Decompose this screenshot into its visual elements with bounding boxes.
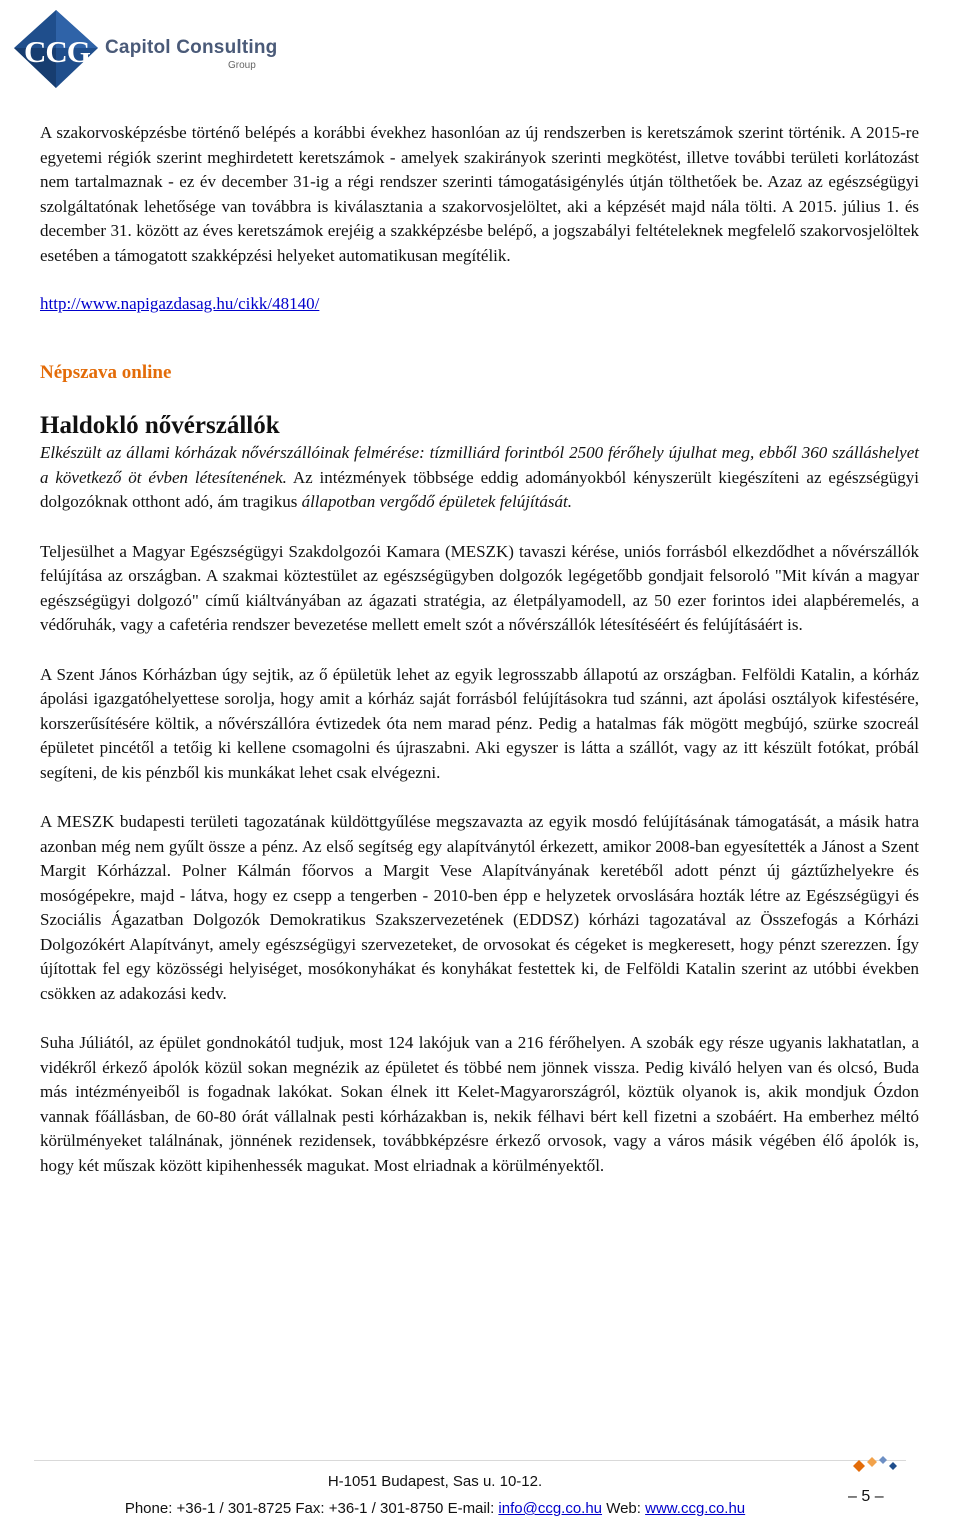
logo-group-label: Group bbox=[228, 60, 256, 71]
logo-company-name: Capitol Consulting bbox=[105, 37, 278, 58]
footer-web-link[interactable]: www.ccg.co.hu bbox=[645, 1500, 746, 1517]
article2-paragraph: Suha Júliától, az épület gondnokától tudjuk, most 124 lakójuk van a 216 férőhelyen. A szobák egy része ugyanis lakhatatlan, a vidékről érkező ápolók közül sokan megnézik az épületet és többé nem jönnek vissza. Pedig kiváló helyen van és olcsó, Buda más intézményeiből is fogadnak lakókat. Sokan élnek itt Kelet-Magyarországról, köztük olyanok is, akik mondjuk Ózdon vannak főállásban, de 60-80 órát vállalnak pesti kórházakban is, nekik félhavi bért kell fizetni a szobáért. Ha emberhez méltó körülményeket találnának, jönnének rezidensek, továbbképzésre érkező orvosok, vagy a város másik végében élő ápolók is, hogy két műszak között kipihenhessék magukat. Most elriadnak a körülményektől. bbox=[40, 1033, 919, 1175]
article2-paragraph: A MESZK budapesti területi tagozatának küldöttgyűlése megszavazta az egyik mosdó felújításának támogatását, a másik hatra azonban még nem gyűlt össze a pénz. Az első segítség egy alapítványtól érkezett, amikor 2008-ban egyesítették a Jánost a Szent Margit Kórházzal. Polner Kálmán főorvos a Margit Vese Alapítványának keretéből adott pénzt új gáztűzhelyekre és mosógépekre, majd - látva, hogy ez csepp a tengerben - 2010-ben épp e helyzetek orvoslására hozták létre az Egészségügyi és Szociális Ágazatban Dolgozók Demokratikus Szakszervezetének (EDDSZ) kórházi tagozatával az Összefogás a Kórházi Dolgozókért Alapítványt, amely egészségügyi szervezeteket, de orvosokat és cégeket is megkeresett, hogy pénzt szerezzen. Így újítottak fel egy közösségi helyiséget, mosókonyhákat és konyhákat festettek ki, de Felföldi Katalin szerint az utóbbi években csökken az adakozási kedv. bbox=[40, 812, 919, 1003]
article1-paragraph: A szakorvosképzésbe történő belépés a korábbi évekhez hasonlóan az új rendszerben is keretszámok szerint történik. A 2015-re egyetemi régiók szerint meghirdetett keretszámok - amelyek szakirányok szerinti megkötést, illetve további területi korlátozást nem tartalmaznak - ez év december 31-ig a régi rendszer szerinti támogatásigénylés útján tölthetőek be. Azaz az egészségügyi szolgáltatónak lehetősége van továbbra is kiválasztania a szakorvosjelöltet, aki a képzését majd nála tölti. A 2015. július 1. és december 31. között az éves keretszámok erejéig a szakképzésbe belépő, a jogszabályi feltételeknek megfelelő szakorvosjelöltek esetében a támogatott szakképzési helyeket automatikusan megítélik. bbox=[40, 123, 919, 265]
lead-italic-2: állapotban vergődő épületek felújítását. bbox=[301, 492, 572, 511]
article2-paragraph: A Szent János Kórházban úgy sejtik, az ő épületük lehet az egyik legrosszabb állapotú az országban. Felföldi Katalin, a kórház ápolási igazgatóhelyettese sorolja, hogy amit a kórház saját forrásból felújításokra tud szánni, azt ápolási osztályok kifestésére, korszerűsítésére költik, a nővérszállóra évtizedek óta nem marad pénz. Pedig a hatalmas fák mögött megbújó, szürke szocreál épületet pincétől a tetőig ki kellene csomagolni és újraszabni. Aki egyszer is látta a szállót, vagy az itt készült fotókat, próbál segíteni, de kis pénzből kis munkákat lehet csak elvégezni. bbox=[40, 664, 919, 782]
footer-address: H-1051 Budapest, Sas u. 10-12. bbox=[327, 1473, 543, 1490]
article2-lead bbox=[40, 441, 919, 515]
document-body bbox=[40, 121, 919, 1178]
logo-monogram: CCG bbox=[24, 34, 90, 69]
lead-normal: Az intézmények többsége eddig adományokból kényszerült kiegészíteni az egészségügyi dolgozóknak otthont adó, ám tragikus bbox=[40, 467, 919, 511]
footer-email-link[interactable]: info@ccg.co.hu bbox=[498, 1500, 603, 1517]
article2-headline: Haldokló nővérszállók bbox=[40, 412, 280, 439]
footer-contact-text: Phone: +36-1 / 301-8725 Fax: +36-1 / 301-8750 E-mail: bbox=[124, 1500, 499, 1517]
article1-source-link[interactable]: http://www.napigazdasag.hu/cikk/48140/ bbox=[40, 294, 320, 313]
footer-divider bbox=[34, 1460, 906, 1461]
article2-source: Népszava online bbox=[40, 362, 172, 383]
footer-web-label: Web: bbox=[602, 1500, 646, 1517]
lead-italic-1: Elkészült az állami kórházak nővérszállóinak felmérése: tízmilliárd forintból 2500 férőhely újulhat meg, ebből 360 szálláshelyet a következő öt évben létesítenének. bbox=[40, 443, 919, 487]
article2-paragraph: Teljesülhet a Magyar Egészségügyi Szakdolgozói Kamara (MESZK) tavaszi kérése, uniós forrásból elkezdődhet a nővérszállók felújítása az országban. A szakmai köztestület az egészségügyben dolgozók legégetőbb gondjait felsoroló "Mit kíván a magyar egészségügyi dolgozó" című kiáltványában az ágazati stratégia, az életpályamodell, az 50 ezer forintos idei alapbéremelés, a védőruhák, vagy a cafetéria rendszer bevezetése mellett emelt szót a nővérszállók létesítéséért és felújításáért is. bbox=[40, 541, 919, 634]
footer-contact bbox=[0, 1500, 870, 1517]
page-number: – 5 – bbox=[848, 1488, 884, 1505]
company-logo bbox=[10, 8, 278, 88]
